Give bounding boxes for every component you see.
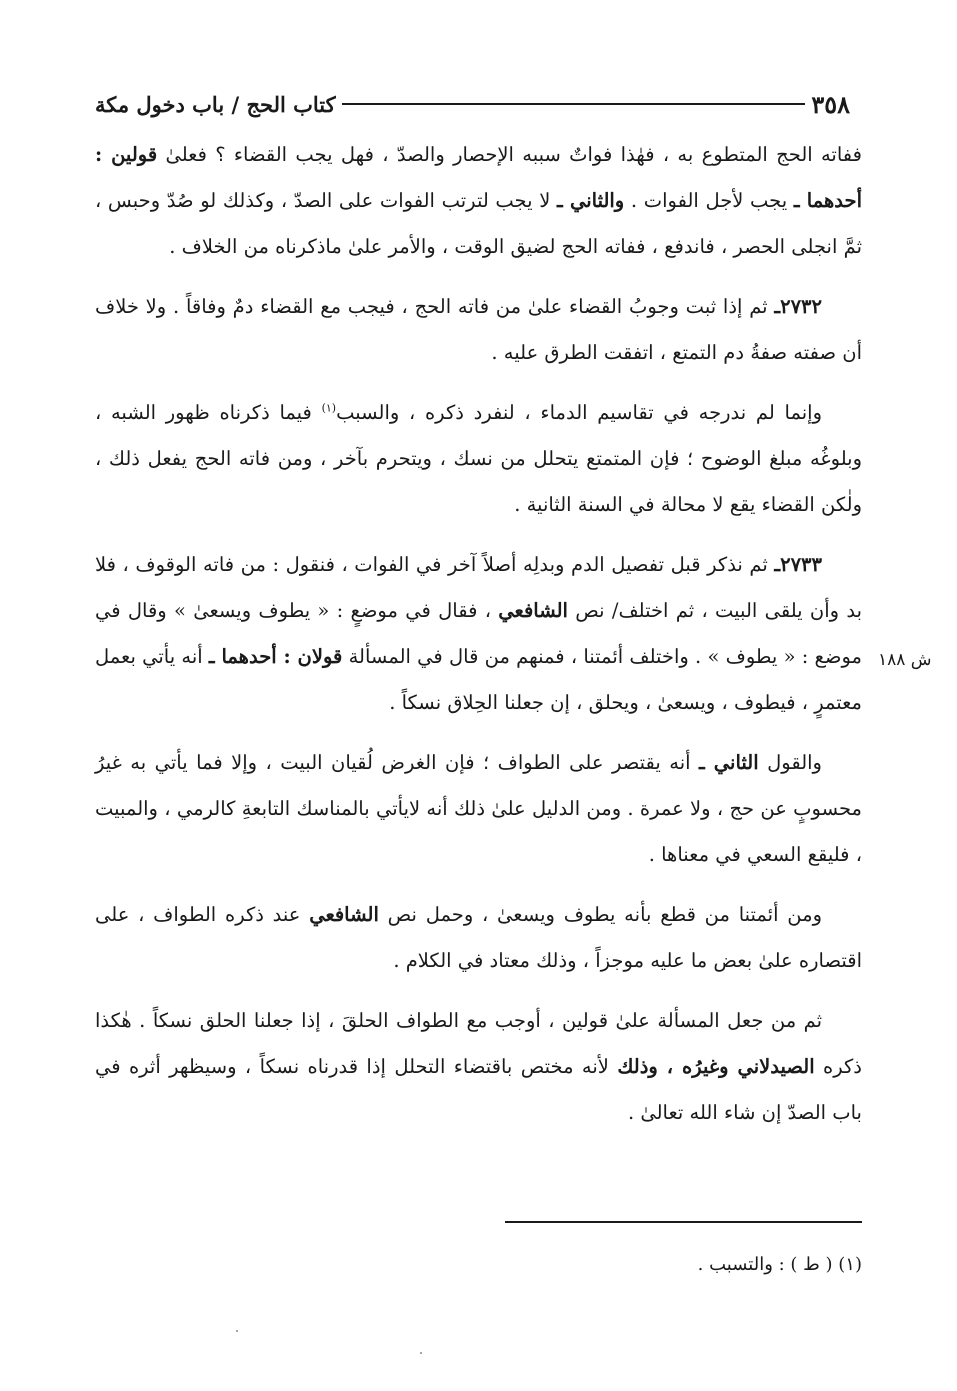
body-text	[95, 132, 862, 1150]
paragraph	[95, 740, 862, 878]
text-run: ، فقال في موضعٍ : « يطوف ويسعىٰ » وقال في موضع : « يطوف » . واختلف أئمتنا ، فمنهم من قال في المسألة	[95, 599, 862, 668]
issue-number: ٢٧٣٢ـ	[774, 295, 823, 318]
paragraph	[95, 284, 862, 376]
bold-term: الشافعي	[309, 903, 379, 926]
footnote	[430, 1252, 862, 1278]
text-run: فيما ذكرناه ظهور الشبه ، وبلوغُه مبلغ الوضوح ؛ فإن المتمتع يتحلل من نسك ، ويتحرم بآخر ، ومن فاته الحج يفعل ذلك ، ولٰكن القضاء يقع لا محالة في السنة الثانية .	[95, 401, 862, 516]
text-run: ففاته الحج المتطوع به ، فهٰذا فواتٌ سببه الإحصار والصدّ ، فهل يجب القضاء ؟ فعلىٰ	[165, 143, 862, 166]
running-title: كتاب الحج / باب دخول مكة	[95, 91, 336, 117]
text-run: لأنه مختص باقتضاء التحلل إذا قدرناه نسكاً ، وسيظهر أثره في باب الصدّ إن شاء الله تعالىٰ .	[95, 1055, 862, 1124]
text-run: ثم من جعل المسألة علىٰ قولين ، أوجب مع الطواف الحلقَ ، إذا جعلنا الحلق نسكاً . هٰكذا ذكره	[95, 1009, 862, 1078]
paragraph	[95, 892, 862, 984]
text-run: لا يجب لترتب الفوات على الصدّ ، وكذلك لو صُدّ وحبس ، ثمَّ انجلى الحصر ، فاندفع ، ففاته الحج لضيق الوقت ، والأمر علىٰ ماذكرناه من الخلاف .	[95, 189, 862, 258]
text-run: عند ذكره الطواف ، على اقتصاره علىٰ بعض ما عليه موجزاً ، وذلك معتاد في الكلام .	[95, 903, 862, 972]
bold-term: الصيدلاني وغيرُه ، وذلك	[617, 1055, 815, 1078]
bold-term: والثاني ـ	[557, 189, 625, 212]
bold-term: قولان : أحدهما ـ	[208, 645, 343, 668]
scan-speck	[420, 1352, 422, 1354]
page-header	[95, 84, 850, 124]
header-rule	[342, 103, 806, 105]
margin-folio-note: ش ١٨٨	[878, 650, 932, 670]
paragraph	[95, 390, 862, 528]
page-number: ٣٥٨	[811, 89, 850, 119]
issue-number: ٢٧٣٣ـ	[774, 553, 822, 576]
text-run: والقول	[767, 751, 822, 774]
paragraph	[95, 132, 862, 270]
text-run: وإنما لم ندرجه في تقاسيم الدماء ، لنفرد ذكره ، والسبب	[336, 401, 822, 424]
text-run: أنه يقتصر على الطواف ؛ فإن الغرض لُقيان البيت ، وإلا فما يأتي به غيرُ محسوبٍ عن حج ، ولا عمرة . ومن الدليل علىٰ ذلك أنه لايأتي بالمناسك التابعةِ كالرمي ، والمبيت ، فليقع السعي في معناها .	[95, 751, 862, 866]
footnote-number: (١)	[838, 1254, 862, 1275]
text-run: ثم نذكر قبل تفصيل الدم وبدلِه أصلاً آخر في الفوات ، فنقول : من فاته الوقوف ، فلا بد وأن يلقى البيت ، ثم اختلف/ نص	[95, 553, 862, 622]
bold-term: الشافعي	[498, 599, 568, 622]
paragraph	[95, 998, 862, 1136]
text-run: ومن أئمتنا من قطع بأنه يطوف ويسعىٰ ، وحمل نص	[387, 903, 822, 926]
bold-term: قولين :	[95, 143, 158, 166]
bold-term: الثاني ـ	[699, 751, 759, 774]
scan-speck	[236, 1330, 238, 1332]
footnote-rule	[505, 1221, 862, 1223]
bold-term: أحدهما ـ	[793, 189, 863, 212]
text-run: يجب لأجل الفوات .	[630, 189, 788, 212]
footnote-ref: (١)	[321, 401, 337, 415]
footnote-text: ( ط ) : والتسبب .	[697, 1254, 833, 1275]
text-run: أنه يأتي بعمل معتمرٍ ، فيطوف ، ويسعىٰ ، ويحلق ، إن جعلنا الحِلاق نسكاً .	[95, 645, 862, 714]
text-run: ثم إذا ثبت وجوبُ القضاء علىٰ من فاته الحج ، فيجب مع القضاء دمٌ وفاقاً . ولا خلاف أن صفته صفةُ دم التمتع ، اتفقت الطرق عليه .	[95, 295, 862, 364]
paragraph	[95, 542, 862, 726]
